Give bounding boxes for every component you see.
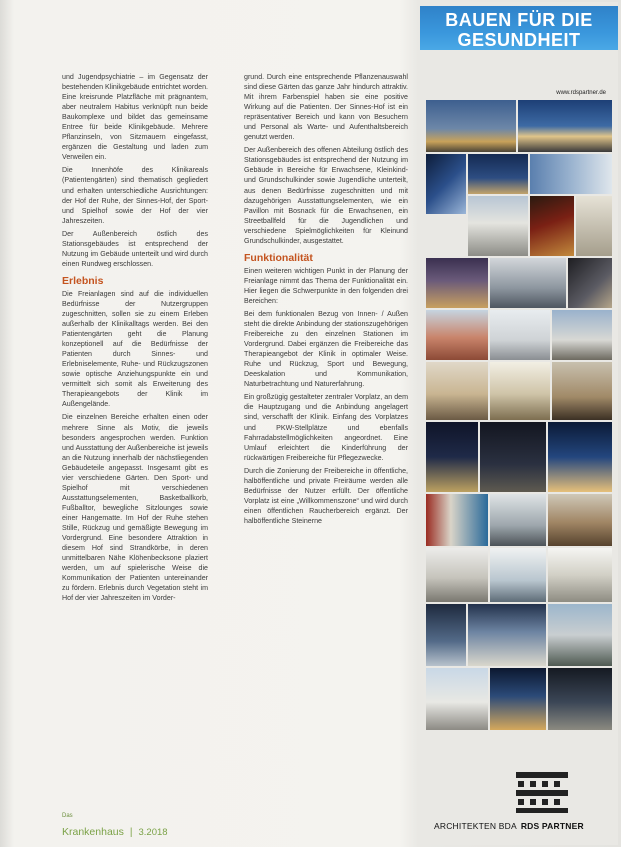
ad-website-url: www.rdspartner.de: [556, 90, 606, 96]
page-footer: [62, 813, 168, 840]
section-heading-erlebnis: Erlebnis: [62, 274, 104, 287]
photo-white-building-day: [426, 668, 488, 730]
rds-partner-logo-icon: [516, 772, 568, 814]
magazine-name: Krankenhaus: [62, 826, 124, 838]
photo-building-exterior-dusk: [426, 100, 516, 152]
photo-long-building: [552, 310, 612, 360]
photo-hallway-lights: [490, 362, 550, 420]
photo-corridor-interior: [426, 154, 466, 214]
advertisement-panel: [420, 2, 618, 845]
photo-dark-interior: [480, 422, 546, 492]
footer-divider: |: [129, 827, 133, 838]
ad-headline: [420, 6, 618, 50]
issue-number: 3.2018: [138, 827, 168, 838]
photo-office-interior: [548, 494, 612, 546]
ad-footer-architects: ARCHITEKTEN BDA: [434, 821, 517, 831]
paragraph: Der Außenbereich des offenen Abteilung östlich des Stationsgebäudes ist entsprechend der Nutzung im Gebäude in Bereiche für Erwachsene, Kleinkind- und Grundschulkinder sowie Jugendliche unterteilt, aus denen Bedürfnisse zugeschnitten und mit dazugehörigen Ausstattungselementen, wie ein Pavillon mit Bosnack für die Erwachsenen, ein Streetballfeld für die Jugendlichen und verschiedene Spielmöglichkeiten für Kleinund Grundschulkinder, ausgestattet.: [244, 146, 408, 245]
photo-entrance-canopy: [468, 604, 546, 666]
photo-lobby: [576, 196, 612, 256]
paragraph: Die Freianlagen sind auf die individuellen Bedürfnisse der Nutzergruppen zugeschnitten, sollen sie zu einem Erleben außerhalb der Klinikalltags werden. Bei den Patientengärten geht die Planung konzeptionell auf die Bedürfnisse der Patienten durch Sinnes- und Erlebniselemente, Ruhe- und Rückzugszonen sowie optische Anziehungspunkte ein und vermittelt sich somit als Erweiterung des Therapieangebots der Klinik im Außengelände.: [62, 289, 208, 409]
photo-dark-corridor: [548, 668, 612, 730]
photo-building-roof-canopy: [518, 100, 612, 152]
photo-red-interior: [530, 196, 574, 256]
photo-patient-room: [426, 362, 488, 420]
text-column-left: [62, 72, 208, 606]
photo-window-room: [490, 494, 546, 546]
photo-glass-building-night: [548, 422, 612, 492]
paragraph: Bei dem funktionalen Bezug von Innen- / Außen steht die direkte Anbindung der stationszugehörigen Freibereiche zu den einzelnen Stationen im Vordergrund. Dabei ergänzen die Freibereiche das Therapieangebot der Klinik in optimaler Weise. Ruhe und Rückzug, Sport und Bewegung, Deeskalation und Kommunikation, Naturbetrachtung und Naturerfahrung.: [244, 309, 408, 389]
ad-footer-brand: RDS PARTNER: [520, 821, 584, 831]
photo-glass-facade: [530, 154, 612, 194]
paragraph: Die Innenhöfe des Klinikareals (Patientengärten) sind thematisch gegliedert und erhalten unterschiedliche Ausrichtungen: der Hof der Ruhe, der Sinnes-Hof, der Sport- und Spielhof sowie der Hof der vier Jahreszeiten.: [62, 166, 208, 225]
photo-colorful-corridor: [426, 494, 488, 546]
photo-stairs: [568, 258, 612, 308]
paragraph: grund. Durch eine entsprechende Pflanzenauswahl sind diese Gärten das ganze Jahr hindurch attraktiv. Mit ihrem Farbenspiel haben sie eine positive Wirkung auf die Patienten. Der Sinnes-Hof ist ein repräsentativer Bereich und kann von Besuchern und Personal als Warte- und Aufenthaltsbereich genutzt werden.: [244, 73, 408, 142]
text-column-right: [244, 72, 408, 529]
photo-night-building-lit: [490, 668, 546, 730]
photo-reception-hall: [426, 258, 488, 308]
magazine-prefix: Das: [62, 813, 73, 819]
photo-ceiling-lights: [548, 548, 612, 602]
paragraph: Der Außenbereich östlich des Stationsgebäudes ist entsprechend der Nutzung im Gebäude unterteilt und wird durch einen Rundweg erschlossen.: [62, 229, 208, 268]
photo-red-brick-building: [426, 310, 488, 360]
photo-bright-hallway: [426, 548, 488, 602]
photo-clinic-building: [468, 196, 528, 256]
photo-garden-view: [548, 604, 612, 666]
ad-footer-company: [434, 821, 584, 831]
paragraph: Ein großzügig gestalteter zentraler Vorplatz, an dem die Hauptzugang und die Anbindung angelagert sind, verschafft der Klinik. Einfang des Vorplatzes und PKW-Stellplätze und ebenfalls Fahrradabstellmöglichkeiten angeordnet. Eine Umlauf erleichtert die Kinderführung der rückwärtigen Freibereiche für Pflegezwecke.: [244, 393, 408, 462]
section-heading-funktionalitaet: Funktionalität: [244, 251, 313, 264]
paragraph: und Jugendpsychiatrie – im Gegensatz der bestehenden Klinikgebäude entrichtet worden. Eine kreisrunde Platzfläche mit prägnantem, aber neutralem Habitus verknüpft nun beide Baukomplexe und bildet das gemeinsame Entree für beide Klinikgebäude. Mehrere Pflanzinseln, von Sitzmauern eingefasst, ergänzen die Gestaltung und laden zum Verweilen ein.: [62, 73, 208, 162]
photo-ward-corridor: [490, 548, 546, 602]
paragraph: Einen weiteren wichtigen Punkt in der Planung der Freianlage nimmt das Thema der Funktionalität ein. Hier liegen die Schwerpunkte in den folgenden drei Bereichen:: [244, 266, 408, 305]
photo-white-facade: [490, 310, 550, 360]
photo-atrium: [490, 258, 566, 308]
photo-treatment-room: [426, 604, 466, 666]
paragraph: Durch die Zonierung der Freibereiche in öffentliche, halböffentliche und private Freiräume werden alle Bedürfnisse der Nutzer erfüllt. Der öffentliche Vorplatz ist eine „Willkommenszone“ und wird durch einen öffentlichen Raucherbereich ergänzt. Der halböffentliche Steinerne: [244, 466, 408, 525]
paragraph: Die einzelnen Bereiche erhalten einen oder mehrere Sinne als Motiv, die jeweils besonders angesprochen werden. Funktion und Ausstattung der Außenbereiche ist jeweils an die Nutzung innerhalb der nächstliegenden Gebäudeteile angepasst. Insgesamt gibt es vier verschiedene Gärten. Den Sport- und Spielhof mit verschiedenen Ausstattungselementen, Basketballkorb, Fußballtor, bewegliche Sitzlounges sowie einer Hangematte. Im Hof der Ruhe stehen Stille, Rückzug und gemäßigte Bewegung im Vordergrund. Eine besondere Attraktion in diesem Hof sind Strandkörbe, in deren unmittelbaren Nähe Klöhenbecksone plaziert werden, um auf spielerische Weise die Kommunikation der Patienten untereinander zu fördern. Erlebnis durch Vegetation steht im Hof der vier Jahreszeiten im Vorder-: [62, 413, 208, 603]
ad-headline-line1: BAUEN FÜR DIE: [445, 10, 593, 30]
ad-headline-line2: GESUNDHEIT: [457, 30, 581, 50]
photo-night-courtyard: [426, 422, 478, 492]
photo-facade-night: [468, 154, 528, 194]
photo-modern-room: [552, 362, 612, 420]
